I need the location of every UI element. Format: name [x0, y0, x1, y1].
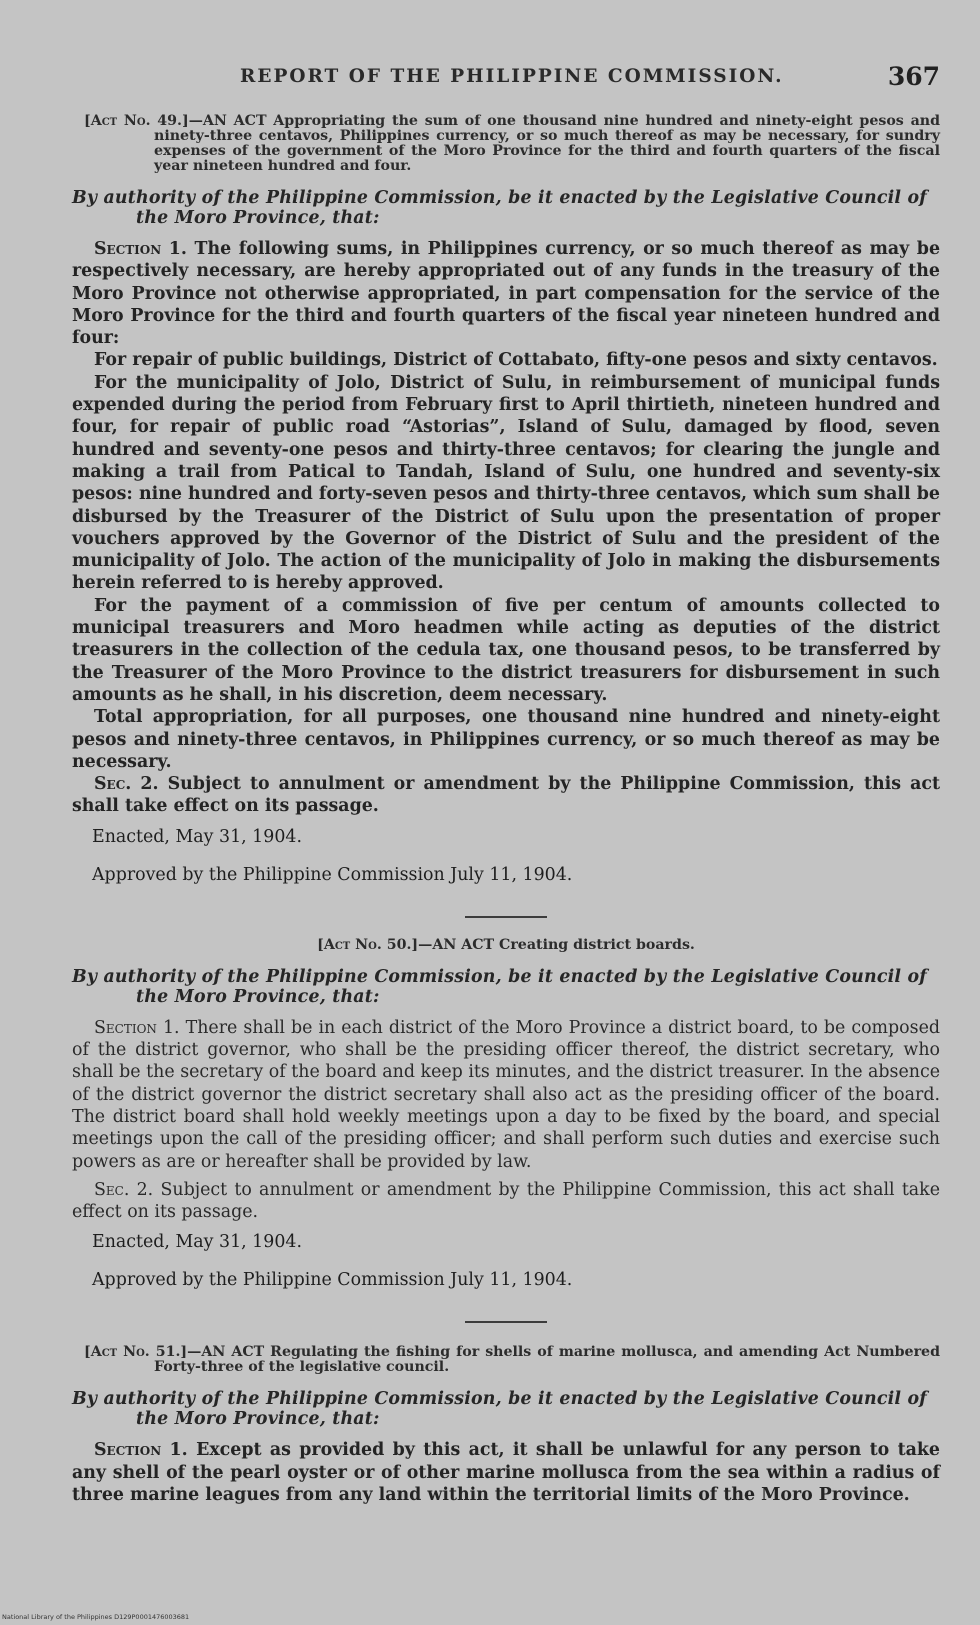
- act-49-title-text: —AN ACT Appropriating the sum of one thousand nine hundred and ninety-eight pesos and ninety-three centavos, Philippines currency, or so much thereof as may be necessary, for sundry expenses of the government of the Moro Province for the third and fourth quarters of the fiscal year nineteen hundred and four.: [154, 113, 940, 174]
- section-label: Sec. 2.: [94, 1179, 154, 1200]
- separator-2-wrap: [72, 1321, 940, 1323]
- act-49-label: [Act No. 49.]: [84, 113, 189, 129]
- act-50-label: [Act No. 50.]: [317, 936, 419, 953]
- act-50-title-text: —AN ACT Creating district boards.: [418, 936, 695, 953]
- separator-rule: [465, 916, 547, 918]
- act-49-paragraph-5: Total appropriation, for all purposes, one thousand nine hundred and ninety-eight pesos and ninety-three centavos, in Philippines currency, or so much thereof as may be necessary.: [72, 707, 940, 772]
- act-50-title: [72, 938, 940, 953]
- act-49: [72, 114, 940, 886]
- paragraph-text: The following sums, in Philippines currency, or so much thereof as may be respectively necessary, are hereby appropriated out of any funds in the treasury of the Moro Province not otherwise appropriated, in part compensation for the service of the Moro Province for the third and fourth quarters of the fiscal year nineteen hundred and four:: [72, 239, 941, 349]
- act-49-title: [72, 114, 940, 174]
- section-label: Section 1.: [94, 239, 187, 259]
- section-label: Section 1.: [94, 1440, 188, 1461]
- act-51-title: [72, 1345, 940, 1375]
- act-50-enacted: Enacted, May 31, 1904.: [92, 1232, 302, 1253]
- act-49-paragraph-4: For the payment of a commission of five per centum of amounts collected to municipal treasurers and Moro headmen while acting as deputies of the district treasurers in the collection of the cedula tax, one thousand pesos, to be transferred by the Treasurer of the Moro Province to the district treasurers for disbursement in such amounts as he shall, in his discretion, deem necessary.: [72, 595, 940, 705]
- act-51-label: [Act No. 51.]: [84, 1344, 188, 1361]
- section-label: Sec. 2.: [94, 774, 159, 795]
- act-49-authority: By authority of the Philippine Commission, be it enacted by the Legislative Council of the Moro Province, that:: [72, 188, 927, 228]
- act-49-section-1: [72, 238, 940, 349]
- act-51-section-1: [72, 1439, 940, 1506]
- paragraph-text: Subject to annulment or amendment by the Philippine Commission, this act shall take effect on its passage.: [72, 1179, 940, 1223]
- separator-1-wrap: [72, 916, 940, 918]
- act-50-approved: Approved by the Philippine Commission July 11, 1904.: [92, 1270, 573, 1291]
- archive-footer: National Library of the Philippines D129P0001476003681: [2, 1613, 190, 1621]
- act-50-section-2: [72, 1179, 940, 1224]
- page-header: [72, 62, 940, 102]
- act-49-approved: Approved by the Philippine Commission July 11, 1904.: [92, 864, 573, 885]
- act-49-enacted: Enacted, May 31, 1904.: [92, 826, 302, 847]
- section-label: Section 1.: [94, 1017, 180, 1038]
- act-51-authority: By authority of the Philippine Commission, be it enacted by the Legislative Council of the Moro Province, that:: [72, 1389, 927, 1430]
- paragraph-text: Subject to annulment or amendment by the Philippine Commission, this act shall take effect on its passage.: [72, 774, 940, 817]
- paragraph-text: There shall be in each district of the Moro Province a district board, to be composed of the district governor, who shall be the presiding officer thereof, the district secretary, who shall be the secretary of the board and keep its minutes, and the district treasurer. In the absence of the district governor the district secretary shall also act as the presiding officer of the board. The district board shall hold weekly meetings upon a day to be fixed by the board, and special meetings upon the call of the presiding officer; and shall perform such duties and exercise such powers as are or hereafter shall be provided by law.: [72, 1017, 941, 1172]
- page-number: 367: [887, 62, 940, 91]
- act-51-title-text: —AN ACT Regulating the fishing for shells of marine mollusca, and amending Act Numbered Forty-three of the legislative council.: [154, 1344, 940, 1376]
- separator-rule: [465, 1321, 547, 1323]
- act-50-section-1: [72, 1017, 940, 1173]
- paragraph-text: Except as provided by this act, it shall be unlawful for any person to take any shell of the pearl oyster or of other marine mollusca from the sea within a radius of three marine leagues from any land within the territorial limits of the Moro Province.: [72, 1440, 940, 1505]
- act-49-paragraph-2: For repair of public buildings, District of Cottabato, fifty-one pesos and sixty centavos.: [94, 350, 938, 371]
- running-title: REPORT OF THE PHILIPPINE COMMISSION.: [240, 66, 784, 87]
- act-50-authority: By authority of the Philippine Commission, be it enacted by the Legislative Council of the Moro Province, that:: [72, 966, 927, 1007]
- act-51: [72, 1345, 940, 1506]
- act-49-paragraph-3: For the municipality of Jolo, District of Sulu, in reimbursement of municipal funds expended during the period from February first to April thirtieth, nineteen hundred and four, for repair of public road “Astorias”, Island of Sulu, damaged by flood, seven hundred and seventy-one pesos and thirty-three centavos; for clearing the jungle and making a trail from Patical to Tandah, Island of Sulu, one hundred and seventy-six pesos: nine hundred and forty-seven pesos and thirty-three centavos, which sum shall be disbursed by the Treasurer of the District of Sulu upon the presentation of proper vouchers approved by the Governor of the District of Sulu and the president of the municipality of Jolo. The action of the municipality of Jolo in making the disbursements herein referred to is hereby approved.: [72, 372, 940, 594]
- act-49-section-2: [72, 773, 940, 818]
- act-50: [72, 938, 940, 1292]
